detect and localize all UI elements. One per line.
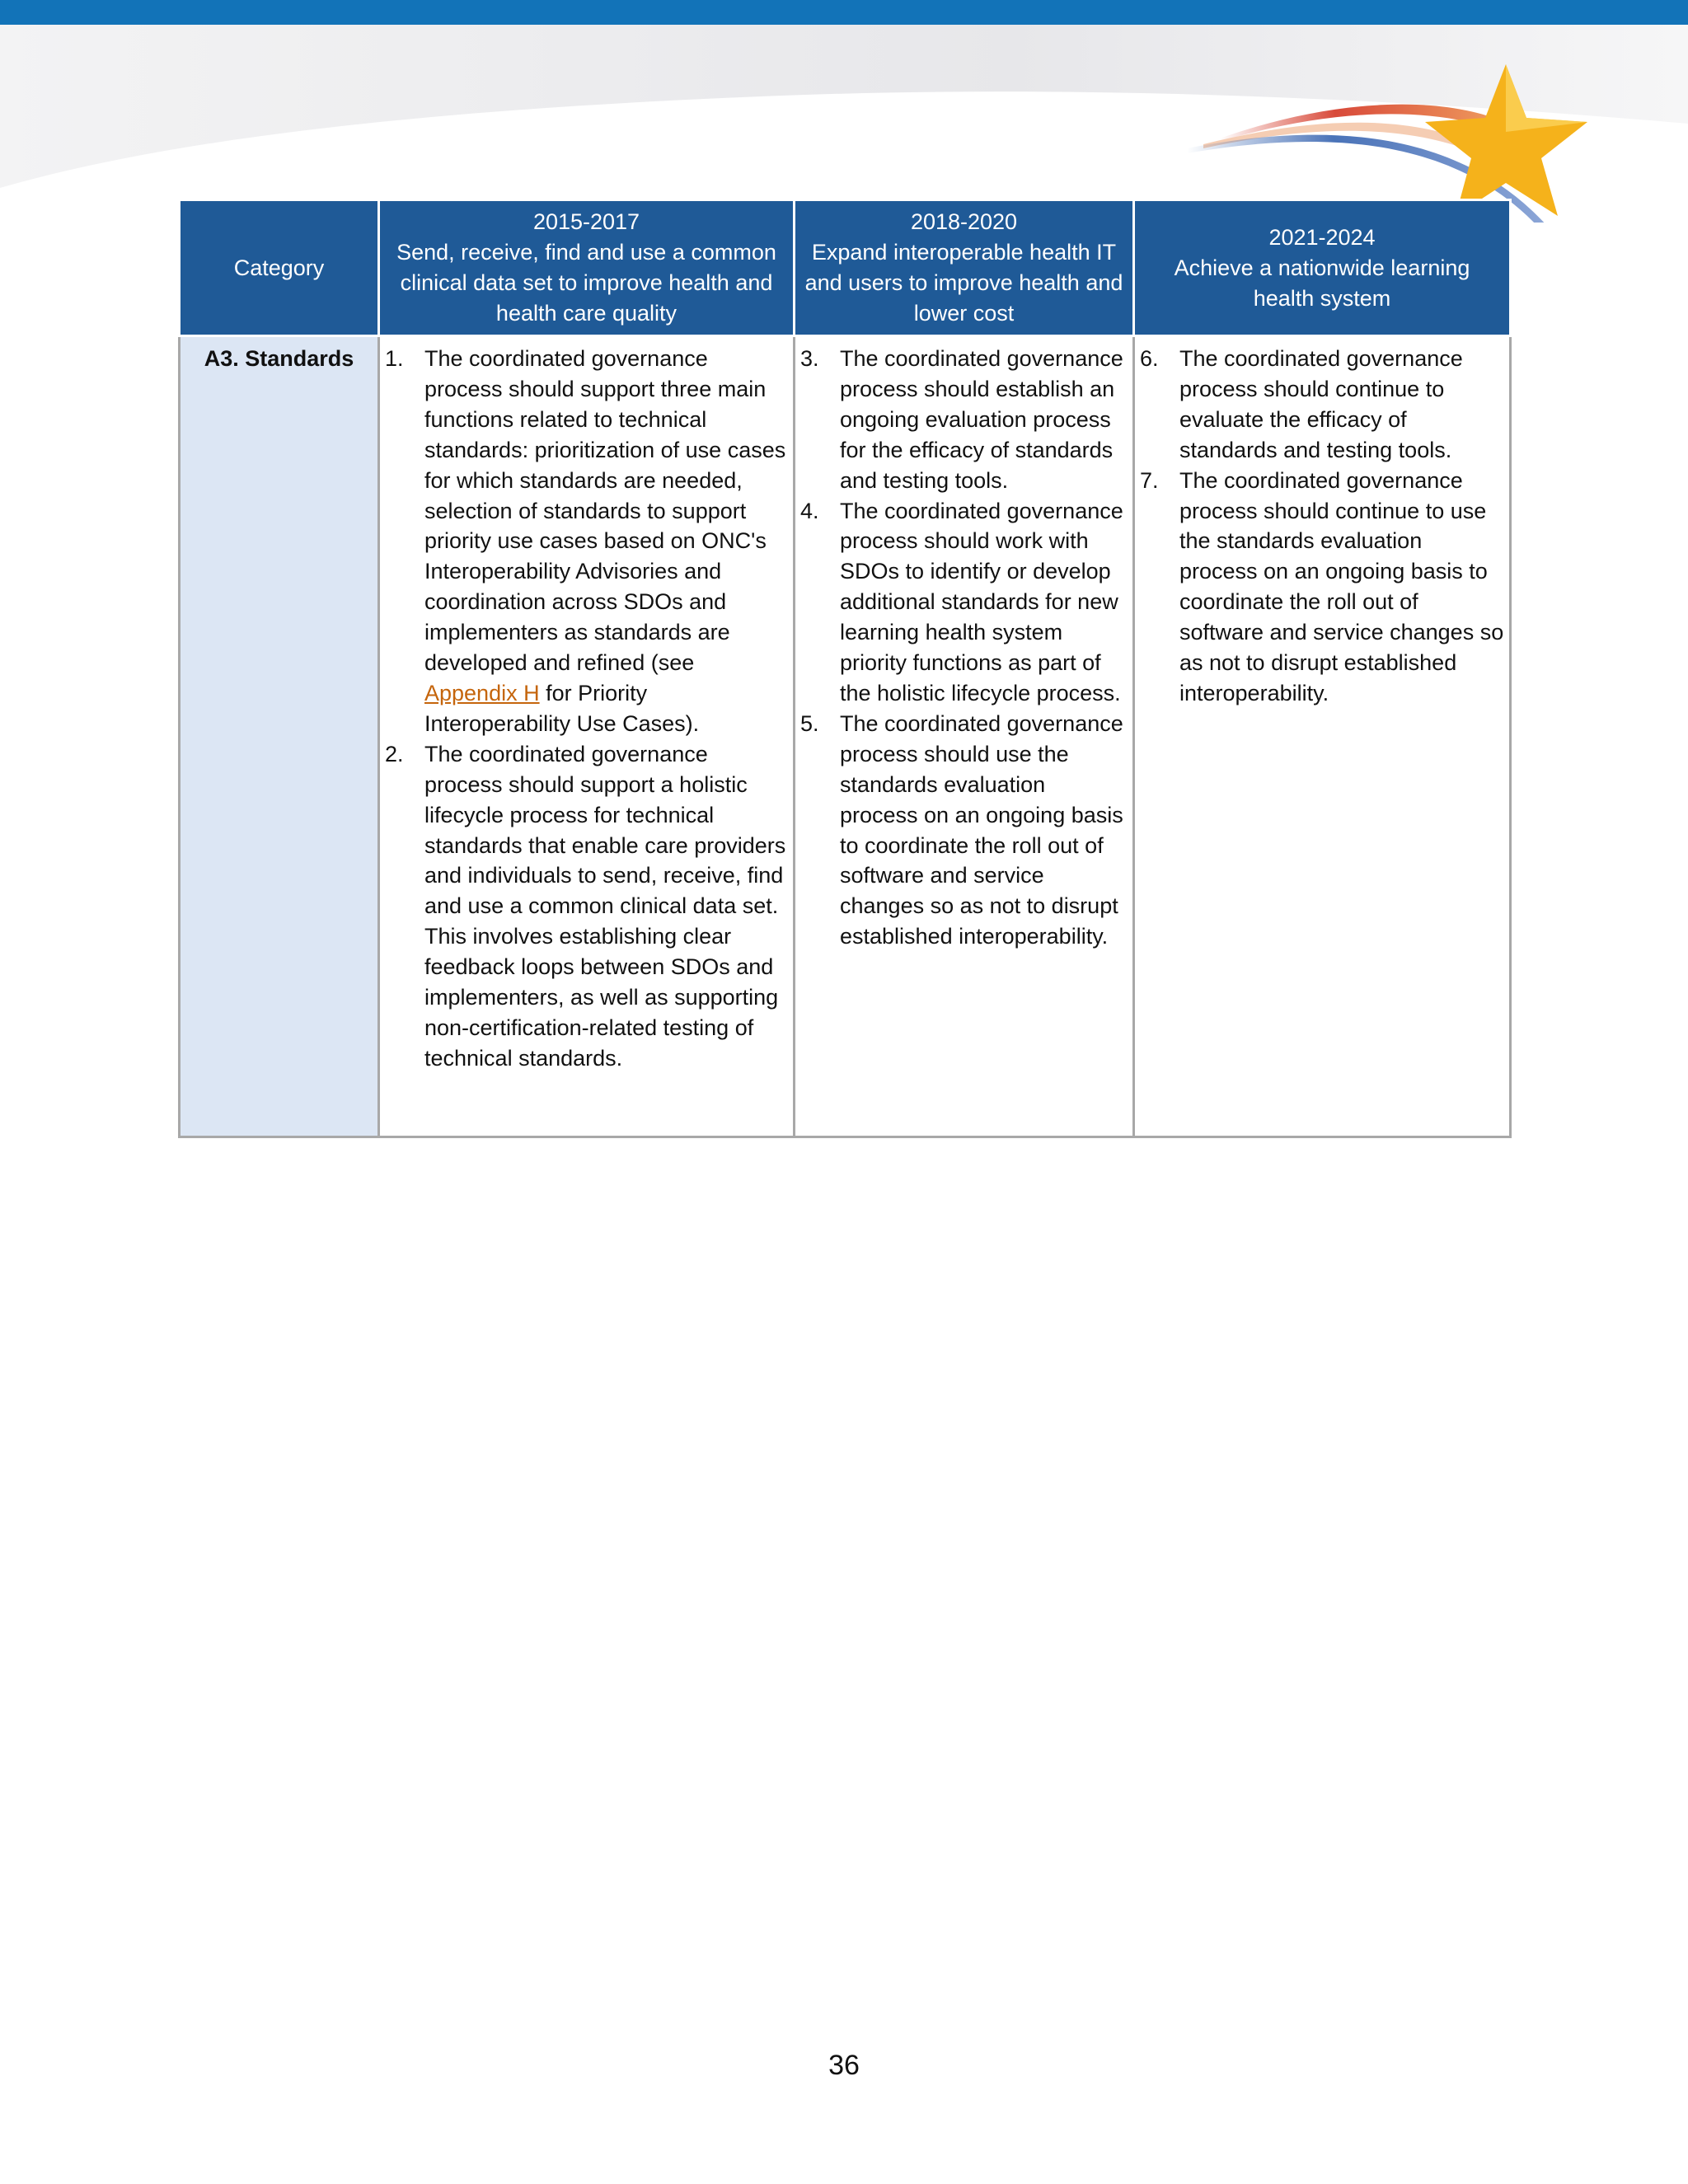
list-item [800, 709, 1128, 952]
item-number: 2. [385, 741, 404, 766]
item-text: The coordinated governance process should support three main functions related to technical standards: prioritization of use cases for which standards are needed, selection of standards to support priority use cases based on ONC's Interoperability Advisories and coordination across SDOs and implementers as standards are developed and refined (see Appendix H for Priority Interoperability Use Cases). [424, 346, 786, 736]
category-label: A3. Standards [204, 346, 354, 371]
item-text: The coordinated governance process should continue to use the standards evaluation process on an ongoing basis to coordinate the roll out of software and service changes so as not to disrupt established interoperability. [1179, 467, 1504, 705]
table-row [180, 336, 1511, 1137]
item-number: 4. [800, 498, 819, 523]
item-text: The coordinated governance process should work with SDOs to identify or develop additional standards for new learning health system priority functions as part of the holistic lifecycle process. [840, 498, 1123, 705]
appendix-h-link[interactable]: Appendix H [424, 680, 540, 705]
item-text: The coordinated governance process should continue to evaluate the efficacy of standards and testing tools. [1179, 346, 1463, 462]
header-category-label: Category [233, 255, 325, 280]
header-category [180, 200, 379, 336]
item-number: 5. [800, 710, 819, 736]
cell-2015-2017 [379, 336, 795, 1137]
item-number: 7. [1140, 467, 1159, 493]
item-text: The coordinated governance process should use the standards evaluation process on an ongoing basis to coordinate the roll out of software and service changes so as not to disrupt established interoperability. [840, 710, 1123, 949]
header-years: 2015-2017 [532, 209, 640, 234]
header-years: 2018-2020 [910, 209, 1018, 234]
decorative-banner [0, 25, 1688, 223]
item-number: 6. [1140, 346, 1159, 371]
top-banner-bar [0, 0, 1688, 25]
list-item [1140, 466, 1504, 709]
list-item [800, 344, 1128, 496]
header-years: 2021-2024 [1268, 224, 1376, 250]
cell-2021-2024 [1134, 336, 1511, 1137]
list-item [385, 739, 788, 1074]
header-2021-2024 [1134, 200, 1511, 336]
header-goal: Expand interoperable health IT and users to improve health and lower cost [804, 240, 1123, 326]
header-goal: Send, receive, find and use a common clinical data set to improve health and health care quality [396, 240, 776, 326]
cell-2018-2020 [795, 336, 1134, 1137]
header-2015-2017 [379, 200, 795, 336]
item-text: The coordinated governance process should support a holistic lifecycle process for technical standards that enable care providers and individuals to send, receive, find and use a common clinical data set. This involves establishing clear feedback loops between SDOs and implementers, as well as supporting non-certification-related testing of technical standards. [424, 741, 786, 1071]
table-header-row [180, 200, 1511, 336]
item-number: 1. [385, 346, 404, 371]
category-cell [180, 336, 379, 1137]
list-item [800, 496, 1128, 709]
header-2018-2020 [795, 200, 1134, 336]
item-number: 3. [800, 346, 819, 371]
page-number: 36 [828, 2050, 860, 2081]
roadmap-table [178, 199, 1512, 1138]
list-item [385, 344, 788, 739]
header-goal: Achieve a nationwide learning health system [1174, 255, 1470, 311]
list-item [1140, 344, 1504, 466]
item-text: The coordinated governance process should establish an ongoing evaluation process for the efficacy of standards and testing tools. [840, 346, 1123, 493]
